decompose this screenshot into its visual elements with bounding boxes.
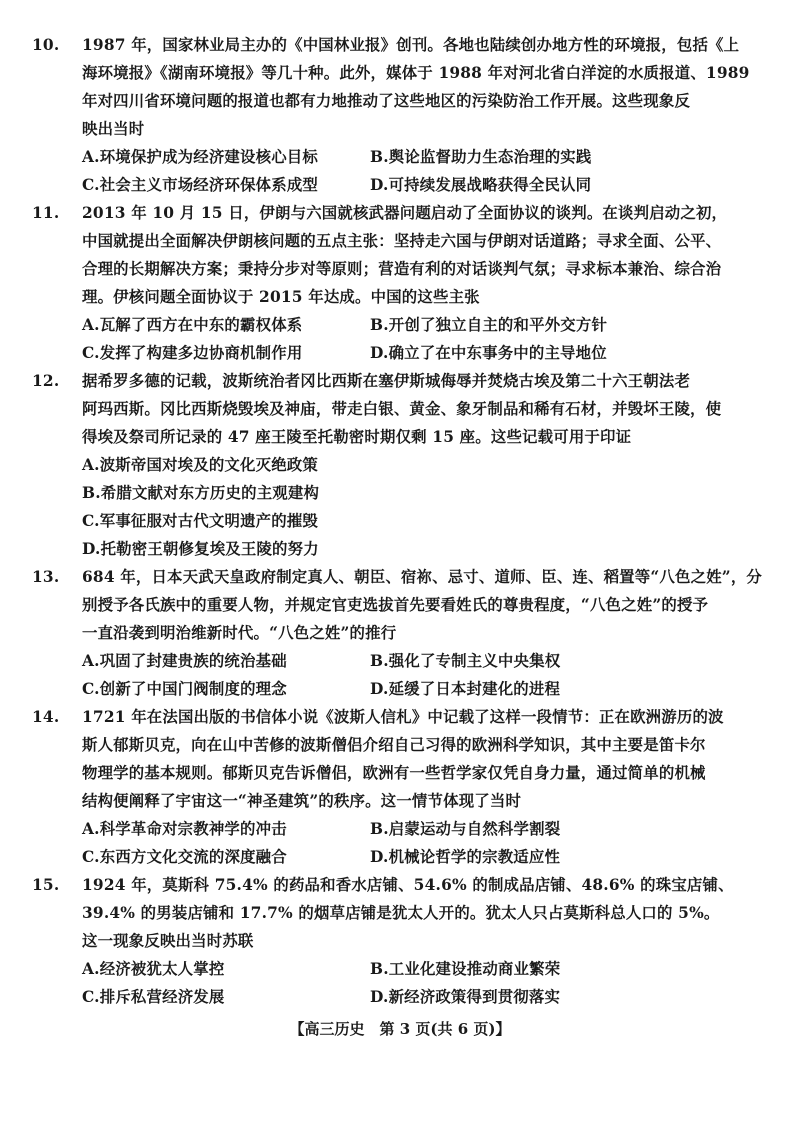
option-text: 巩固了封建贵族的统治基础	[99, 652, 287, 670]
option-text: 托勒密王朝修复埃及王陵的努力	[100, 540, 319, 558]
option-text: 科学革命对宗教神学的冲击	[99, 820, 287, 838]
stem-line	[0, 31, 800, 59]
stem-text: 1924 年，莫斯科 75.4% 的药品和香水店铺、54.6% 的制成品店铺、48.6% 的珠宝店铺、	[82, 876, 734, 894]
option-label: A.	[82, 820, 100, 838]
stem-line	[0, 283, 800, 311]
option-d	[370, 675, 658, 703]
option-label: A.	[82, 316, 100, 334]
option-text: 希腊文献对东方历史的主观建构	[100, 484, 320, 502]
options-row	[0, 815, 800, 843]
stem-text: 2013 年 10 月 15 日，伊朗与六国就核武器问题启动了全面协议的谈判。在谈判启动之初，	[82, 204, 728, 222]
options-row	[0, 311, 800, 339]
stem-text: 别授予各氏族中的重要人物，并规定官吏选拔首先要看姓氏的尊贵程度，“八色之姓”的授予	[82, 596, 709, 614]
option-label: C.	[82, 344, 100, 362]
option-label: D.	[370, 344, 389, 362]
question-number: 10.	[32, 36, 60, 54]
option-label: D.	[370, 988, 389, 1006]
stem-text: 理。伊核问题全面协议于 2015 年达成。中国的这些主张	[82, 288, 480, 306]
options-row	[0, 339, 800, 367]
option-c	[82, 843, 370, 871]
option-label: A.	[82, 148, 100, 166]
option-label: B.	[370, 960, 389, 978]
option-text: 军事征服对古代文明遗产的摧毁	[99, 512, 319, 530]
option-text: 波斯帝国对埃及的文化灭绝政策	[99, 456, 318, 474]
exam-page	[0, 31, 800, 1011]
option-label: C.	[82, 680, 100, 698]
option-label: A.	[82, 456, 100, 474]
option-text: 开创了独立自主的和平外交方针	[388, 316, 608, 334]
options-row	[0, 955, 800, 983]
question-number: 12.	[32, 372, 60, 390]
option-b	[370, 647, 658, 675]
stem-line	[0, 395, 800, 423]
question-15	[0, 871, 800, 1011]
options-row	[0, 675, 800, 703]
stem-line	[0, 115, 800, 143]
option-text: 创新了中国门阀制度的理念	[99, 680, 287, 698]
option-text: 新经济政策得到贯彻落实	[388, 988, 561, 1006]
option-label: C.	[82, 848, 100, 866]
stem-text: 阿玛西斯。冈比西斯烧毁埃及神庙，带走白银、黄金、象牙制品和稀有石材，并毁坏王陵，使	[82, 400, 722, 418]
stem-line	[0, 563, 800, 591]
question-13	[0, 563, 800, 703]
stem-line	[0, 871, 800, 899]
option-text: 延缓了日本封建化的进程	[388, 680, 561, 698]
stem-line	[0, 255, 800, 283]
option-d	[370, 983, 658, 1011]
question-11	[0, 199, 800, 367]
options-row	[0, 535, 800, 563]
stem-line	[0, 87, 800, 115]
options-row	[0, 507, 800, 535]
option-label: A.	[82, 652, 100, 670]
option-b	[370, 815, 658, 843]
option-c	[82, 339, 370, 367]
stem-line	[0, 899, 800, 927]
question-number: 13.	[32, 568, 60, 586]
option-d	[370, 171, 658, 199]
option-label: D.	[370, 680, 389, 698]
stem-text: 这一现象反映出当时苏联	[82, 932, 254, 950]
stem-text: 1721 年在法国出版的书信体小说《波斯人信札》中记载了这样一段情节：正在欧洲游历的波	[82, 708, 724, 726]
stem-text: 物理学的基本规则。郁斯贝克告诉僧侣，欧洲有一些哲学家仅凭自身力量，通过简单的机械	[82, 764, 706, 782]
option-a	[82, 143, 370, 171]
option-label: A.	[82, 960, 100, 978]
question-12	[0, 367, 800, 563]
option-a	[82, 647, 370, 675]
options-row	[0, 647, 800, 675]
stem-text: 结构便阐释了宇宙这一“神圣建筑”的秩序。这一情节体现了当时	[82, 792, 522, 810]
option-label: B.	[82, 484, 101, 502]
question-number: 15.	[32, 876, 60, 894]
stem-line	[0, 787, 800, 815]
option-label: D.	[82, 540, 101, 558]
option-d	[370, 339, 658, 367]
stem-line	[0, 759, 800, 787]
option-label: D.	[370, 176, 389, 194]
options-row	[0, 171, 800, 199]
option-label: C.	[82, 512, 100, 530]
option-text: 瓦解了西方在中东的霸权体系	[99, 316, 303, 334]
stem-text: 映出当时	[82, 120, 145, 138]
question-10	[0, 31, 800, 199]
stem-line	[0, 423, 800, 451]
stem-text: 39.4% 的男装店铺和 17.7% 的烟草店铺是犹太人开的。犹太人只占莫斯科总人口的 5%。	[82, 904, 720, 922]
option-d	[370, 843, 658, 871]
stem-text: 年对四川省环境问题的报道也都有力地推动了这些地区的污染防治工作开展。这些现象反	[82, 92, 691, 110]
option-label: B.	[370, 820, 389, 838]
option-text: 舆论监督助力生态治理的实践	[388, 148, 592, 166]
option-text: 启蒙运动与自然科学割裂	[388, 820, 561, 838]
option-label: D.	[370, 848, 389, 866]
option-text: 排斥私营经济发展	[99, 988, 225, 1006]
stem-line	[0, 591, 800, 619]
stem-line	[0, 59, 800, 87]
option-a	[82, 311, 370, 339]
options-row	[0, 143, 800, 171]
options-row	[0, 843, 800, 871]
options-row	[0, 479, 800, 507]
stem-text: 得埃及祭司所记录的 47 座王陵至托勒密时期仅剩 15 座。这些记载可用于印证	[82, 428, 632, 446]
stem-line	[0, 703, 800, 731]
option-text: 发挥了构建多边协商机制作用	[99, 344, 303, 362]
option-c	[82, 675, 370, 703]
option-d	[82, 535, 370, 563]
option-label: B.	[370, 316, 389, 334]
option-label: C.	[82, 988, 100, 1006]
stem-line	[0, 927, 800, 955]
question-number: 11.	[32, 204, 60, 222]
option-text: 机械论哲学的宗教适应性	[388, 848, 561, 866]
option-a	[82, 451, 370, 479]
options-row	[0, 451, 800, 479]
stem-text: 据希罗多德的记载，波斯统治者冈比西斯在塞伊斯城侮辱并焚烧古埃及第二十六王朝法老	[82, 372, 691, 390]
page-footer: 【高三历史 第 3 页(共 6 页)】	[289, 1020, 511, 1038]
option-c	[82, 171, 370, 199]
option-a	[82, 815, 370, 843]
question-14	[0, 703, 800, 871]
option-b	[370, 955, 658, 983]
stem-text: 中国就提出全面解决伊朗核问题的五点主张：坚持走六国与伊朗对话道路；寻求全面、公平、	[82, 232, 722, 250]
option-b	[82, 479, 370, 507]
option-text: 东西方文化交流的深度融合	[99, 848, 287, 866]
stem-text: 1987 年，国家林业局主办的《中国林业报》创刊。各地也陆续创办地方性的环境报，包括《上	[82, 36, 740, 54]
stem-line	[0, 731, 800, 759]
option-text: 工业化建设推动商业繁荣	[388, 960, 561, 978]
stem-text: 斯人郁斯贝克，向在山中苦修的波斯僧侣介绍自己习得的欧洲科学知识，其中主要是笛卡尔	[82, 736, 706, 754]
stem-line	[0, 199, 800, 227]
option-text: 强化了专制主义中央集权	[388, 652, 561, 670]
option-text: 社会主义市场经济环保体系成型	[99, 176, 319, 194]
option-c	[82, 983, 370, 1011]
option-a	[82, 955, 370, 983]
option-b	[370, 311, 658, 339]
stem-text: 海环境报》《湖南环境报》等几十种。此外，媒体于 1988 年对河北省白洋淀的水质报道、1989	[82, 64, 750, 82]
option-b	[370, 143, 658, 171]
stem-line	[0, 619, 800, 647]
stem-line	[0, 227, 800, 255]
stem-line	[0, 367, 800, 395]
stem-text: 合理的长期解决方案；秉持分步对等原则；营造有利的对话谈判气氛；寻求标本兼治、综合治	[82, 260, 722, 278]
option-label: B.	[370, 652, 389, 670]
question-number: 14.	[32, 708, 60, 726]
option-text: 环境保护成为经济建设核心目标	[99, 148, 318, 166]
options-row	[0, 983, 800, 1011]
option-label: C.	[82, 176, 100, 194]
option-text: 可持续发展战略获得全民认同	[388, 176, 592, 194]
stem-text: 684 年，日本天武天皇政府制定真人、朝臣、宿祢、忌寸、道师、臣、连、稻置等“八色之姓”，分	[82, 568, 763, 586]
stem-text: 一直沿袭到明治维新时代。“八色之姓”的推行	[82, 624, 397, 642]
option-text: 确立了在中东事务中的主导地位	[388, 344, 607, 362]
option-text: 经济被犹太人掌控	[99, 960, 225, 978]
option-c	[82, 507, 370, 535]
option-label: B.	[370, 148, 389, 166]
